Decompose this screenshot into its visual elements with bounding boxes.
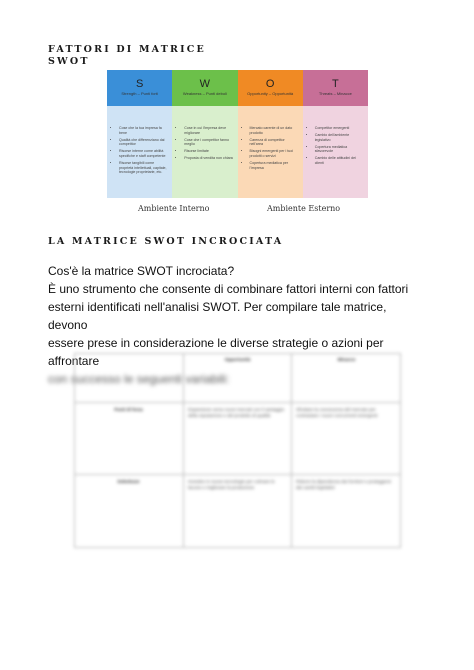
swot-header xyxy=(107,70,172,106)
swot-bullet: • Cose che i competitor fanno meglio xyxy=(184,138,233,147)
swot-letter: S xyxy=(135,78,144,90)
table-corner-cell xyxy=(74,353,184,403)
swot-bullet: • Cambio dell'ambiente legislativo xyxy=(315,133,364,142)
table-header-cell: Opportunità xyxy=(184,353,292,403)
label-external-environment: Ambiente Esterno xyxy=(267,204,341,213)
swot-column-w xyxy=(172,70,237,198)
swot-bullet: • Competitor emergenti xyxy=(315,126,364,131)
section-title-swot-factors: FATTORI DI MATRICE SWOT xyxy=(48,44,206,67)
swot-subtitle: Opportunity – Opportunità xyxy=(247,91,294,96)
swot-header xyxy=(172,70,237,106)
table-cell: Ridurre la dipendenza dai fornitori e proteggersi dai cambi legislativi xyxy=(296,479,392,490)
question-line: Cos'è la matrice SWOT incrociata? xyxy=(48,264,235,278)
swot-subtitle: Threats – Minacce xyxy=(318,91,352,96)
swot-column-t xyxy=(303,70,368,198)
swot-bullet-list xyxy=(179,126,233,161)
crossed-swot-table-blurred xyxy=(74,353,401,548)
paragraph-line: esterni identificati nell'analisi SWOT. Per compilare tale matrice, devono xyxy=(48,300,387,332)
swot-bullet-list xyxy=(310,126,364,166)
swot-subtitle: Weakness – Punti deboli xyxy=(182,91,227,96)
paragraph-line: essere prese in considerazione le diverse strategie o azioni per affrontare xyxy=(48,336,384,368)
swot-bullet: • Cambio delle attitudini dei clienti xyxy=(315,156,364,165)
swot-bullet: • Cose in cui l'impresa deve migliorare xyxy=(184,126,233,135)
swot-bullet-list xyxy=(245,126,299,170)
section-title-crossed-swot: LA MATRICE SWOT INCROCIATA xyxy=(48,236,284,247)
table-row-header: Punti di forza xyxy=(74,403,184,475)
swot-letter: O xyxy=(265,78,275,90)
swot-body xyxy=(238,106,303,198)
swot-letter: W xyxy=(199,78,211,90)
table-header-cell: Minacce xyxy=(292,353,401,403)
swot-column-s xyxy=(107,70,172,198)
paragraph-line: È uno strumento che consente di combinare fattori interni con fattori xyxy=(48,282,409,296)
swot-subtitle: Strength – Punti forti xyxy=(121,91,158,96)
table-cell: Espansione verso nuovi mercati con il vantaggio della reputazione e del prodotto di qualità xyxy=(184,403,292,475)
swot-bullet: • Carenza di competitor nell'area xyxy=(250,138,299,147)
label-internal-environment: Ambiente Interno xyxy=(138,204,210,213)
paragraph-line-blurred: con successo le seguenti variabili: xyxy=(48,372,230,386)
swot-bullet: • Risorse limitate xyxy=(184,149,233,154)
swot-bullet: • Bisogni emergenti per i tuoi prodotti o servizi xyxy=(250,149,299,158)
table-row-header: Debolezze xyxy=(74,475,184,548)
swot-body xyxy=(303,106,368,198)
swot-bullet: • Proposta di vendita non chiara xyxy=(184,156,233,161)
swot-column-o xyxy=(238,70,303,198)
swot-header xyxy=(303,70,368,106)
swot-matrix xyxy=(107,70,368,198)
table-cell: Investire in nuove tecnologie per colmare le lacune e migliorare la produzione xyxy=(184,475,292,548)
swot-bullet: • Risorse interne come abilità specifiche e staff competente xyxy=(119,149,168,158)
swot-bullet: • Copertura mediatica per l'impresa xyxy=(250,161,299,170)
table-cell: Sfruttare la conoscenza del mercato per contrastare i nuovi concorrenti emergenti xyxy=(292,403,401,475)
swot-bullet: • Mercato carente di un dato prodotto xyxy=(250,126,299,135)
swot-body xyxy=(107,106,172,198)
swot-bullet: • Qualità che differenziano dai competitor xyxy=(119,138,168,147)
swot-bullet-list xyxy=(114,126,168,175)
swot-bullet: • Copertura mediatica sfavorevole xyxy=(315,145,364,154)
swot-bullet: • Cose che la tua impresa fa bene xyxy=(119,126,168,135)
swot-header xyxy=(238,70,303,106)
swot-body xyxy=(172,106,237,198)
swot-bullet: • Risorse tangibili come proprietà intellettuali, capitale, tecnologie proprietarie, etc. xyxy=(119,161,168,175)
swot-letter: T xyxy=(332,78,339,90)
